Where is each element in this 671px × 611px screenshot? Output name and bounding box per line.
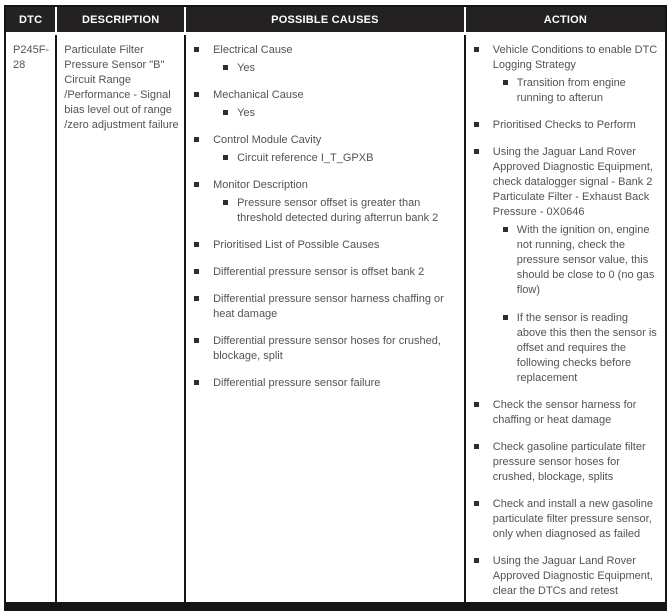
list-item-text: Prioritised Checks to Perform	[492, 119, 636, 131]
bullet-square-icon	[474, 402, 479, 407]
list-item	[194, 88, 458, 121]
sub-list-item	[503, 223, 659, 298]
list-item	[474, 554, 659, 599]
bullet-square-icon	[194, 380, 199, 385]
header-cell-description: DESCRIPTION	[55, 7, 184, 35]
list-item-body	[213, 133, 458, 166]
sub-list-item-text: Transition from engine running to afterun	[516, 77, 626, 104]
list-item-text: Prioritised List of Possible Causes	[213, 239, 380, 251]
bullet-square-icon	[194, 242, 199, 247]
list-item	[474, 398, 659, 428]
sub-list-item	[223, 196, 458, 226]
list-item-text: Control Module Cavity	[213, 134, 322, 146]
list-item-text: Using the Jaguar Land Rover Approved Diagnostic Equipment, clear the DTCs and retest	[492, 555, 653, 597]
list-item-body	[493, 554, 659, 599]
bullet-square-icon	[194, 269, 199, 274]
list-item-body	[213, 178, 458, 226]
list-item	[194, 43, 458, 76]
list-item	[194, 178, 458, 226]
action-cell	[464, 35, 665, 611]
list-item-body	[213, 265, 458, 280]
list-item-text: Check gasoline particulate filter pressure sensor hoses for crushed, blockage, splits	[492, 441, 646, 483]
bullet-square-icon	[223, 65, 228, 70]
list-item	[194, 265, 458, 280]
next-table-header-edge	[4, 602, 667, 611]
list-item-body	[213, 238, 458, 253]
list-item-text: Differential pressure sensor hoses for crushed, blockage, split	[213, 335, 441, 362]
list-item	[194, 238, 458, 253]
list-item	[474, 145, 659, 386]
list-item-body	[213, 43, 458, 76]
list-item	[474, 497, 659, 542]
header-cell-action: ACTION	[464, 7, 665, 35]
list-item-text: Vehicle Conditions to enable DTC Logging Strategy	[492, 44, 658, 71]
bullet-square-icon	[474, 47, 479, 52]
list-item	[474, 118, 659, 133]
bullet-square-icon	[194, 47, 199, 52]
sub-list-item	[223, 151, 458, 166]
list-item-body	[213, 334, 458, 364]
list-item-text: Monitor Description	[213, 179, 308, 191]
list-item-text: Electrical Cause	[213, 44, 293, 56]
sub-list-item-text: Circuit reference I_T_GPXB	[237, 152, 374, 164]
bullet-square-icon	[194, 182, 199, 187]
list-item-body	[493, 497, 659, 542]
bullet-square-icon	[503, 227, 508, 232]
list-item-body	[213, 292, 458, 322]
bullet-square-icon	[194, 338, 199, 343]
sub-list-item	[503, 76, 659, 106]
bullet-square-icon	[503, 80, 508, 85]
list-item-text: Check and install a new gasoline particulate filter pressure sensor, only when diagnosed as failed	[492, 498, 653, 540]
list-item	[194, 133, 458, 166]
bullet-square-icon	[474, 149, 479, 154]
sub-list-item	[223, 106, 458, 121]
dtc-code-cell: P245F-28	[6, 35, 55, 611]
list-item-text: Mechanical Cause	[213, 89, 304, 101]
bullet-square-icon	[194, 137, 199, 142]
list-item-body	[213, 88, 458, 121]
list-item	[194, 334, 458, 364]
list-item-body	[493, 440, 659, 485]
bullet-square-icon	[194, 92, 199, 97]
list-item-body	[213, 376, 458, 391]
table-header-row	[6, 7, 665, 35]
sub-list-item-text: Pressure sensor offset is greater than threshold detected during afterrun bank 2	[237, 197, 439, 224]
possible-causes-cell	[184, 35, 464, 611]
list-item-text: Differential pressure sensor failure	[213, 377, 381, 389]
dtc-table	[4, 5, 667, 611]
list-item	[194, 376, 458, 391]
list-item	[474, 440, 659, 485]
header-cell-possible-causes: POSSIBLE CAUSES	[184, 7, 464, 35]
sub-list-item	[503, 311, 659, 386]
bullet-square-icon	[223, 110, 228, 115]
bullet-square-icon	[474, 444, 479, 449]
list-item	[474, 43, 659, 106]
bullet-square-icon	[474, 122, 479, 127]
list-item-text: Differential pressure sensor is offset bank 2	[213, 266, 425, 278]
sub-list-item-text: Yes	[237, 62, 256, 74]
bullet-square-icon	[474, 558, 479, 563]
bullet-square-icon	[194, 296, 199, 301]
list-item	[194, 292, 458, 322]
dtc-table-container	[4, 5, 667, 611]
bullet-square-icon	[503, 315, 508, 320]
sub-list-item-text: Yes	[237, 107, 256, 119]
bullet-square-icon	[223, 155, 228, 160]
table-row	[6, 35, 665, 611]
list-item-body	[493, 398, 659, 428]
bullet-square-icon	[223, 200, 228, 205]
list-item-body	[493, 118, 659, 133]
header-cell-dtc: DTC	[6, 7, 55, 35]
list-item-body	[493, 145, 659, 386]
list-item-text: Check the sensor harness for chaffing or heat damage	[492, 399, 637, 426]
list-item-body	[493, 43, 659, 106]
list-item-text: Differential pressure sensor harness chaffing or heat damage	[213, 293, 444, 320]
list-item-text: Using the Jaguar Land Rover Approved Diagnostic Equipment, check datalogger signal - Bank 2 Particulate Filter - Exhaust Back Pressure - 0X0646	[492, 146, 653, 218]
sub-list-item-text: If the sensor is reading above this then the sensor is offset and requires the following checks before replacement	[516, 312, 657, 384]
bullet-square-icon	[474, 501, 479, 506]
description-cell: Particulate Filter Pressure Sensor "B" Circuit Range /Performance - Signal bias level out of range /zero adjustment failure	[55, 35, 184, 611]
sub-list-item	[223, 61, 458, 76]
sub-list-item-text: With the ignition on, engine not running, check the pressure sensor value, this should be close to 0 (no gas flow)	[516, 224, 655, 296]
